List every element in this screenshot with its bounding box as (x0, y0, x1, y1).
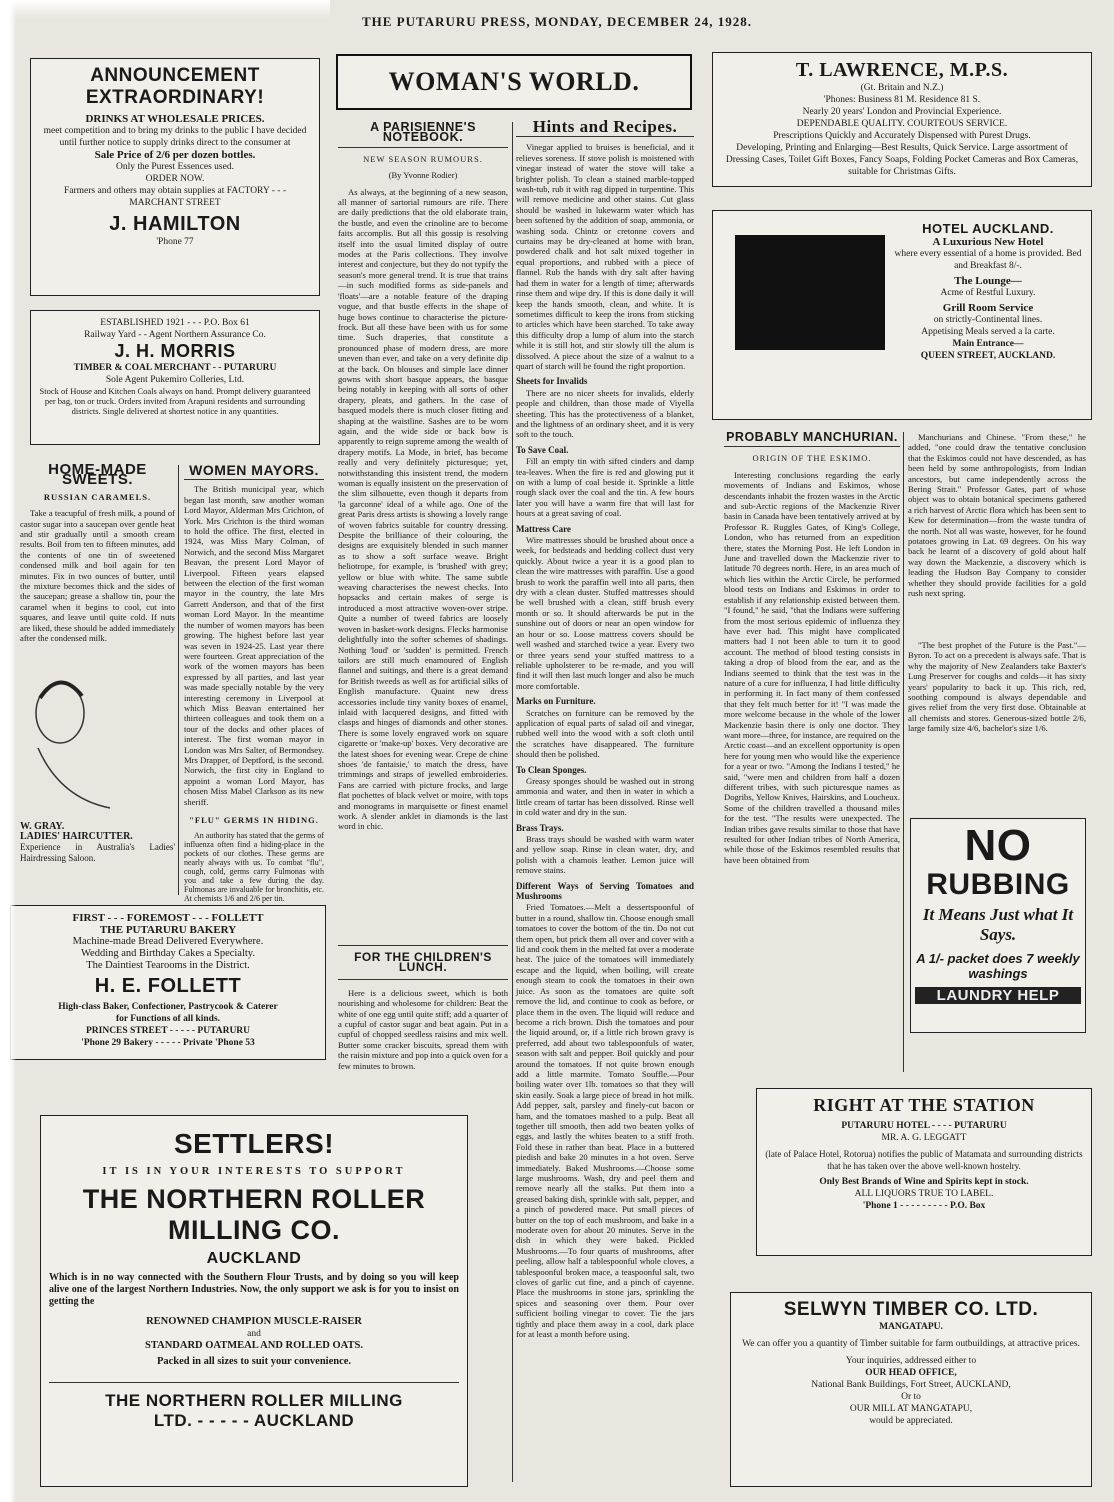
norub-tagline: It Means Just what It Says. (922, 905, 1074, 944)
station-line: MR. A. G. LEGGATT (881, 1133, 967, 1143)
hotel-line: Main Entrance— (952, 339, 1024, 349)
ad-line: Stock of House and Kitchen Coals always on hand. Prompt delivery guaranteed per bag, ton or truck. Orders invited from Arapuni residents and surrounding districts. Single delivered at shortest notice in any quantities. (39, 386, 311, 416)
hotel-line: Appetising Meals served a la carte. (921, 327, 1055, 337)
station-line: ALL LIQUORS TRUE TO LABEL. (854, 1189, 994, 1199)
parisienne-sub: NEW SEASON RUMOURS. (363, 153, 483, 164)
settlers-product: STANDARD OATMEAL AND ROLLED OATS. (145, 1340, 363, 1351)
children-title: FOR THE CHILDREN'S LUNCH. (338, 945, 508, 980)
settlers-and: and (247, 1329, 261, 1339)
selwyn-line: OUR MILL AT MANGATAPU, (849, 1404, 973, 1414)
ad-line: DRINKS AT WHOLESALE PRICES. (85, 113, 265, 125)
lawrence-line: Nearly 20 years' London and Provincial Experience. (802, 107, 1002, 117)
mayors-body: The British municipal year, which began last month, saw another woman Lord Mayor, Alderman Mrs Crichton, of York. Mrs Crichton is the third woman to hold the office. The first, elected in 1924, was Miss Mary Colman, of Norwich, and the second Miss Margaret Beavan, the present Lord Mayor of Liverpool. Fifteen years elapsed between the election of the first woman mayor in the country, the late Mrs Garrett Anderson, and that of the first woman Lord Mayor. In the meantime the number of women mayors has been growing. The highest before last year was seven in 1924-25. Last year there were fourteen. Great appreciation of the work of the women mayors has been expressed by all parties, and last year was made specially notable by the very interesting ceremony in Liverpool at which Miss Beavan entertained her thirteen colleagues and took them on a tour of the docks and other places of interest. The first woman mayor in London was Mrs Salter, of Bermondsey. Mrs Drapper, of Deptford, is the second. Norwich, the first city in England to appoint a woman Lord Mayor, has chosen Miss Mabel Clarkson as its new sheriff. (184, 484, 324, 807)
ad-line: Farmers and others may obtain supplies at FACTORY - - - MARCHANT STREET (64, 186, 286, 208)
ad-hotel-auckland (712, 210, 1092, 420)
children-body: Here is a delicious sweet, which is both nourishing and wholesome for children: Beat the white of one egg until quite stiff; add a quarter of a cupful of castor sugar and beat again. Put in a cupful of chopped seedless raisins and mix well. Butter some cracker biscuits, spread them with the raisin mixture and pop into a quick oven for a few minutes to brown. (338, 987, 508, 1071)
hints-section: Different Ways of Serving Tomatoes and Mushrooms (516, 880, 694, 902)
selwyn-line: OUR HEAD OFFICE, (865, 1368, 957, 1378)
ad-line: TIMBER & COAL MERCHANT - - PUTARURU (73, 363, 277, 373)
ad-line: 'Phone 29 Bakery - - - - - Private 'Phone 53 (81, 1038, 255, 1048)
norub-big: RUBBING (926, 868, 1070, 901)
lawrence-line: 'Phones: Business 81 M. Residence 81 S. (823, 95, 981, 105)
station-title: RIGHT AT THE STATION (813, 1095, 1035, 1115)
hints-section: To Clean Sponges. (516, 764, 587, 775)
lawrence-line: Prescriptions Quickly and Accurately Dispensed with Purest Drugs. (773, 131, 1031, 141)
ad-line: FIRST - - - FOREMOST - - - FOLLETT (72, 912, 264, 924)
ad-line: PRINCES STREET - - - - - PUTARURU (85, 1026, 251, 1036)
ad-line: ESTABLISHED 1921 - - - P.O. Box 61 (100, 318, 250, 328)
ad-settlers (40, 1115, 468, 1487)
ad-line: The Daintiest Tearooms in the District. (86, 960, 250, 971)
baxter-body: "The best prophet of the Future is the Past."—Byron. To act on a precedent is always safe. That is why the majority of New Zealanders take Baxter's Lung Preserver for coughs and colds—it has sixty years' popularity to back it up. This rich, red, soothing compound is always dependable and gives relief from the very first dose. Obtainable at all chemists and stores. Generous-sized bottle 2/6, large family size 4/6, bachelor's size 1/6. (908, 640, 1086, 734)
flu-body: An authority has stated that the germs of influenza often find a hiding-place in the pockets of our clothes. These germs are nearly always with us. To combat "flu", cough, cold, germs carry Fulmonas with you and take a few during the day. Fulmonas are invaluable for bronchitis, etc. At chemists 1/6 and 2/6 per tin. (184, 831, 324, 904)
ad-line: Sole Agent Pukemiro Colleries, Ltd. (105, 375, 245, 385)
hotel-name: HOTEL AUCKLAND. (922, 221, 1054, 236)
sweets-subtitle: RUSSIAN CARAMELS. (43, 491, 152, 502)
hints-text: Greasy sponges should be washed out in strong ammonia and water, and then in water in which a little cream of tartar has been dissolved. Rinse well in cold water and dry in the sun. (516, 775, 694, 818)
selwyn-title: SELWYN TIMBER CO. LTD. (783, 1299, 1039, 1320)
hotel-photo (735, 235, 885, 350)
ad-line: Railway Yard - - Agent Northern Assurance Co. (84, 330, 266, 340)
ad-morris (30, 310, 320, 445)
settlers-company: MILLING CO. (168, 1215, 340, 1245)
settlers-title: SETTLERS! (173, 1128, 335, 1159)
mayors-title: WOMEN MAYORS. (184, 465, 324, 480)
hints-text: Fill an empty tin with sifted cinders and damp tea-leaves. When the fire is red and glowing put it on with a lump of coal beside it. Sprinkle a little rough slack over the coal and the tin. A few hours later you will have a warm fire that will last for hours at a great saving of coal. (516, 456, 694, 519)
hotel-line: Grill Room Service (942, 302, 1034, 314)
ad-station (756, 1088, 1092, 1256)
hints-title: Hints and Recipes. (516, 122, 694, 137)
parisienne-article (338, 122, 508, 922)
womens-world-title: WOMAN'S WORLD. (388, 67, 640, 96)
settlers-body: Which is in no way connected with the Southern Flour Trusts, and by doing so you will keep alive one of the largest Northern Industries. Now, the only support we ask is for you to insist on getting the (49, 1272, 459, 1307)
settlers-footer: THE NORTHERN ROLLER MILLING (49, 1382, 459, 1411)
children-article (338, 945, 508, 1085)
ad-line: Machine-made Bread Delivered Everywhere. (72, 936, 264, 947)
hints-body: Vinegar applied to bruises is beneficial, and it relieves soreness. If stove polish is moistened with vinegar instead of water the stove will take a brighter polish. To clean a stained marble-topped wash-tub, rub it with rag dipped in turpentine. This will remove medicine and other stains. Cut glass should be washed in lukewarm water which has been softened by the addition of soap, ammonia, or washing soda. Chintz or cretonne covers and curtains may be dry-cleaned at home with bran, powdered chalk and hot salt mixed together in equal proportions, and rubbed with a piece of flannel. Rub the hands with dry salt after having had them in water for a length of time; afterwards rinse them and wipe dry. If this is done daily it will keep the hands smooth, clean, and white. It is sometimes difficult to keep the irons from sticking to articles which have been starched. To take away this difficulty drop a lump of alum into the starch while it is still hot, and stir slowly till the alum is dissolved. A piece about the size of a walnut to a quart of starch will be found the right proportion. (516, 142, 694, 371)
ad-selwyn (730, 1292, 1092, 1487)
hotel-line: The Lounge— (954, 275, 1022, 287)
hints-text: Fried Tomatoes.—Melt a dessertspoonful of butter in a round, shallow tin. Choose enough small tomatoes to cover the bottom of the tin. Do not cut them open, but prick them all over and cover with a lid and cook them in the melted fat over a moderate heat. The juice of the tomatoes will immediately escape and the liquid, when boiling, will create enough steam to cook the tomatoes in their own juice. As soon as the tomatoes are quite soft remove the lid, and continue to cook as before, or place them in the oven. The liquid will reduce and become a rich brown. Dish the tomatoes and pour the liquid around, or, if a little rich brown gravy is preferred, add about two tablespoonfuls of water, season with salt and pepper. Boil quickly and pour around the tomatoes. If not quite brown enough add a little marmite. Tomato Souffle.—Pour boiling water over 1lb. tomatoes so that they will skin easily. Soak a large piece of bread in hot milk. Add pepper, salt, parsley and finely-cut bacon or ham, and the tomatoes mashed to a pulp. Beat all together till smooth, then add two beaten yolks of eggs, and lastly the whites beaten to a stiff froth. Fold these in rather than beat. Place in a buttered piedish and bake 20 minutes in a hot oven. Serve immediately. Baked Mushrooms.—Choose some large mushrooms. Wash, dry and peel them and remove nearly all the stalks. Put them into a greased baking dish, sprinkle with salt, pepper, and a pinch of powdered mace. Put small pieces of butter on the top of each mushroom, and bake in a moderate oven for about 20 minutes. Serve in the dish in which they were baked. Pickled Mushrooms.—To four quarts of mushrooms, after peeling, allow half a tablespoonful whole cloves, a tablespoonful broken mace, a teaspoonful salt, two cloves of garlic cut fine, and a pinch of cayenne. Place the mushrooms in stone jars, sprinkling the spices and seasoning over them. Pour over sufficient boiling vinegar to cover. Tie the jars tightly and place them away in a cool, dark place for at least a month before using. (516, 902, 694, 1340)
hints-text: Brass trays should be washed with warm water and yellow soap. Rinse in clean water, dry, and polish with a chamois leather. Lemon juice will remove stains. (516, 834, 694, 876)
selwyn-line: MANGATAPU. (879, 1322, 943, 1332)
ad-name: J. H. MORRIS (114, 341, 236, 361)
ad-phone: 'Phone 77 (156, 237, 194, 247)
column-rule (903, 432, 904, 1072)
parisienne-title: A PARISIENNE'S NOTEBOOK. (338, 122, 508, 148)
hotel-line: QUEEN STREET, AUCKLAND. (920, 351, 1056, 361)
station-line: Only Best Brands of Wine and Spirits kept in stock. (819, 1177, 1029, 1187)
ad-name: H. E. FOLLETT (94, 975, 242, 997)
settlers-footer: LTD. - - - - - AUCKLAND (153, 1411, 355, 1430)
torn-edge (0, 0, 16, 1502)
gray-name: W. GRAY. (20, 820, 65, 832)
hotel-line: where every essential of a home is provided. Bed and Breakfast 8/-. (894, 249, 1082, 271)
ad-line: THE PUTARURU BAKERY (99, 924, 237, 936)
hotel-line: Acme of Restful Luxury. (940, 288, 1036, 298)
settlers-product: RENOWNED CHAMPION MUSCLE-RAISER (146, 1316, 362, 1327)
selwyn-line: would be appreciated. (869, 1416, 953, 1426)
settlers-place: AUCKLAND (206, 1250, 302, 1267)
hints-section: Marks on Furniture. (516, 696, 596, 707)
woman-illustration (20, 658, 175, 818)
hints-text: There are no nicer sheets for invalids, elderly people and children, than those made of Viyella sheeting. This has the protectiveness of a blanket, and the lightness of an ordinary sheet, and it is very soft to the touch. (516, 387, 694, 440)
manchurian-sub: ORIGIN OF THE ESKIMO. (752, 453, 872, 464)
womens-world-banner (336, 54, 692, 110)
ad-title-1: ANNOUNCEMENT (90, 65, 260, 86)
ad-bakery (10, 905, 326, 1060)
norub-brand: LAUNDRY HELP (915, 987, 1081, 1004)
column-rule (178, 465, 179, 895)
sweets-body: Take a teacupful of fresh milk, a pound of castor sugar into a saucepan over gentle heat and stir gradually until a smooth cream results. Boil from ten to fifteen minutes, add the contents of one tin of sweetened condensed milk and boil again for ten minutes. Fix in two ounces of butter, until the mixture becomes thick and the sides of the saucepan; grease a shallow tin, pour the caramel when it begins to cool, cut into squares, and leave until quite cold. If nuts are liked, these should be added immediately after the condensed milk. (20, 508, 175, 644)
settlers-company: THE NORTHERN ROLLER (82, 1184, 426, 1214)
gray-line: LADIES' HAIRCUTTER. (20, 830, 133, 842)
manchurian-body-2: Manchurians and Chinese. "From these," he added, "one could draw the tentative conclusion that the Eskimos could not have descended, as has been held by some anthropologists, from Indian ancestors, but came independently across the Bering Strait." Professor Gates, part of whose object was to obtain botanical specimens gathered a rich harvest of Arctic flora which has been sent to Kew for determination—from the waste tundra of the north. Not all was waste, however, for he found potatoes growing in Lat. 69 degrees. On his way back he learnt of a discovery of gold about half way down the Mackenzie, a discovery which is leading the Hudson Bay Company to consider whether they should provide facilities for a gold rush next spring. (908, 432, 1086, 599)
hotel-line: on strictly-Continental lines. (933, 315, 1043, 325)
selwyn-line: We can offer you a quantity of Timber suitable for farm outbuildings, at attractive prices. (742, 1339, 1080, 1349)
selwyn-line: National Bank Buildings, Fort Street, AUCKLAND, (811, 1380, 1011, 1390)
ad-line: Sale Price of 2/6 per dozen bottles. (94, 149, 256, 161)
ad-line: High-class Baker, Confectioner, Pastrycook & Caterer (58, 1002, 278, 1012)
ad-no-rubbing (910, 818, 1086, 1033)
torn-edge (0, 0, 330, 18)
settlers-packed: Packed in all sizes to suit your convenience. (156, 1356, 352, 1367)
ad-name: J. HAMILTON (109, 213, 241, 235)
norub-big: NO (964, 821, 1032, 870)
hints-section: Sheets for Invalids (516, 376, 588, 387)
lawrence-line: Developing, Printing and Enlarging—Best Results, Quick Service. Large assortment of Dressing Cases, Toilet Gift Boxes, Fancy Soaps, Folding Pocket Cameras and Box Cameras, suitable for Christmas Gifts. (725, 143, 1079, 177)
norub-packet: A 1/- packet does 7 weekly washings (916, 951, 1080, 981)
masthead: THE PUTARURU PRESS, MONDAY, DECEMBER 24, 1928. (361, 14, 753, 29)
baxter-ad (908, 640, 1086, 800)
manchurian-title: PROBABLY MANCHURIAN. (724, 432, 900, 447)
station-line: PUTARURU HOTEL - - - - PUTARURU (841, 1121, 1007, 1131)
lawrence-name: T. LAWRENCE, M.P.S. (795, 59, 1009, 81)
mayors-article (184, 462, 324, 904)
ad-title-2: EXTRAORDINARY! (85, 87, 265, 108)
parisienne-body: As always, at the beginning of a new season, all manner of sartorial rumours are rife. There are daily predictions that the old elaborate train, the bustle, and even the crinoline are to become faits accomplis. But all this gossip is resolving itself into the usual limited display of outre modes at the Paris collections. They involve interest and conjecture, but they do not typify the season's more general trend. It is true that trains—in such modified forms as side-panels and 'floats'—are a notable feature of the draping vogue, and that bustle effects in the shape of huge bows continue to characterise the picture-frock. But all these have been with us for some time. Such draperies, that constitute a pronounced phase of modern dress, are more uneven than ever, and take on a very definite dip at the back. On blouses and simple lace dinner gowns with short basque appears, the basque being notably in keeping with all sorts of other drapery, pleats, and gathers. In the case of basqued models there is much closer fitting and shaping at the waistline. Sashes are to be worn again, and the wide side or back bow is apparently to reign supreme among the wealth of drapery motifs. La Mode, in brief, has become really and very definitely picturesque; yet, notwithstanding this insistent trend, the modern woman is equally insistent on the preservation of the slim silhouette, even though it departs from 'la garconne' ideal of a while ago. One of the great Paris dress artists is showing a lovely range of woven fabrics suitable for country dressing. Despite the brilliance of their colouring, the designs are exquisitely blended in such manner as to show a soft surface weave. Bright heliotrope, for example, is 'brushed' with grey; yellow or blue with white. The same subtle weaving characterises the newest checks. Into hopsacks and certain makes of serge is introduced a most attractive woven-over stripe. Quite a number of tweed fabrics are loosely woven in basket-work designs. Flecks harmonise delightfully into the softer schemes of shadings. Nothing 'loud' or 'sudden' is permitted. French tailors are still much enamoured of English flannel and suitings, and there is a great demand for British tweeds as well as for artificial silks of English manufacture. Quaint new dress accessories include tiny vanity boxes of enamel, inlaid with lacquered designs, and fitted with clasps and hinges of diamonds and other stones. There is some lovely engraved work on square cigarette or 'make-up' boxes. Very decorative are the latest shoes for evening wear. Crepe de chine shoes 'de fantaisie,' to match the dress, have trimmings and straps of jewelled embroideries. Fans are carried with picture frocks, and large flat pochettes of black velvet or moire, with tops and monograms in marquisette or finest enamel work. A slender anklet in diamonds is the last word in chic. (338, 186, 508, 832)
selwyn-line: Your inquiries, addressed either to (845, 1356, 977, 1366)
ad-line: meet competition and to bring my drinks to the public I have decided until further notice to supply drinks direct to the consumer at (43, 126, 307, 148)
manchurian-body: Interesting conclusions regarding the early movements of Indians and Eskimos, whose descendants inhabit the frozen wastes in the Arctic and sub-Arctic regions of the Mackenzie River basin in Canada have been tentatively arrived at by Professor R. Ruggles Gates, of King's College, London, who has returned from an expedition there, states the Morning Post. He left London in June and travelled down the Mackenzie river to latitude 70 degrees north. Here, in an area much of which lies within the Arctic Circle, he performed blood tests on Indians and Eskimos in order to establish if any relationship existed between them. "I found," he said, "that the Indians were suffering from the most serious epidemic of influenza they have ever had. This might have complicated matters had I not been able to turn it to good account. The method of blood testing consists in taking a drop of blood from the ear, and as the Indians seemed to think that the test was in the nature of a cure for influenza, I had little difficulty in performing it. In fact many of them confessed that they felt much better for it! "I was made the more welcome because in the whole of the lower Mackenzie basin there is only one doctor. They want more—three, for instance, are required on the Arctic coast—and an excellent opportunity is open here for young men who would like the experience for a year or two. "Among the Indians I tested," he said, "were men and children from half a dozen different tribes, with such picturesque names as Dogribs, Yellow Knives, Hairskins, and Loucheux. Some of the children travelled a thousand miles for the test. "The results were unexpected. The Indian tribes gave results similar to those that have resulted for other Indian tribes of North America, while those of the Eskimos resembled results that have been obtained from (724, 469, 900, 865)
gray-line: Experience in Australia's Ladies' Hairdressing Saloon. (20, 842, 175, 863)
hints-section: Mattress Care (516, 523, 571, 534)
manchurian-article (724, 432, 900, 1072)
hotel-line: A Luxurious New Hotel (932, 236, 1044, 248)
sweets-article (20, 461, 175, 895)
sweets-title: HOME-MADE SWEETS. (48, 461, 147, 489)
selwyn-line: Or to (901, 1392, 921, 1402)
settlers-line: IT IS IN YOUR INTERESTS TO SUPPORT (102, 1166, 406, 1177)
parisienne-byline: (By Yvonne Rodier) (388, 170, 458, 181)
ad-line: Only the Purest Essences used. (116, 162, 234, 172)
lawrence-line: (Gt. Britain and N.Z.) (860, 83, 944, 93)
ad-line: Wedding and Birthday Cakes a Specialty. (80, 948, 255, 959)
ad-line: for Functions of all kinds. (115, 1014, 221, 1024)
hints-article (516, 117, 694, 1492)
hints-text: Scratches on furniture can be removed by the application of equal parts of salad oil and vinegar, rubbed well into the wood with a soft cloth until the scratches have disappeared. The furniture should then be polished. (516, 707, 694, 760)
ad-hamilton (30, 58, 320, 296)
manchurian-continued (908, 432, 1086, 632)
station-line: 'Phone 1 - - - - - - - - - P.O. Box (862, 1201, 986, 1211)
column-rule (512, 122, 513, 1482)
hints-section: To Save Coal. (516, 444, 569, 455)
ad-lawrence (712, 52, 1092, 187)
lawrence-line: DEPENDABLE QUALITY. COURTEOUS SERVICE. (796, 119, 1008, 129)
hints-text: Wire mattresses should be brushed about once a week, for bedsteads and bedding collect dust very quickly. About twice a year it is a good plan to clean the wire mattresses with paraffin. Use a good brush to work the paraffin well into all parts, then dry with a clean duster. Stuffed mattresses should be well brushed with a clean, stiff brush every month or so. It should afterwards be put in the sunshine out of doors or near an open window for an hour or so. Loose mattress covers should be well washed and starched twice a year. Every two or three years send your stuffed mattress to a reliable upholsterer to be re-made, and you will find it will then last much longer and also be much more comfortable. (516, 535, 694, 691)
hints-section: Brass Trays. (516, 822, 564, 833)
station-line: (late of Palace Hotel, Rotorua) notifies the public of Matamata and surrounding districts that he has taken over the above well-known hostelry. (765, 1149, 1083, 1171)
ad-line: ORDER NOW. (145, 174, 205, 184)
flu-title: "FLU" GERMS IN HIDING. (189, 815, 319, 825)
